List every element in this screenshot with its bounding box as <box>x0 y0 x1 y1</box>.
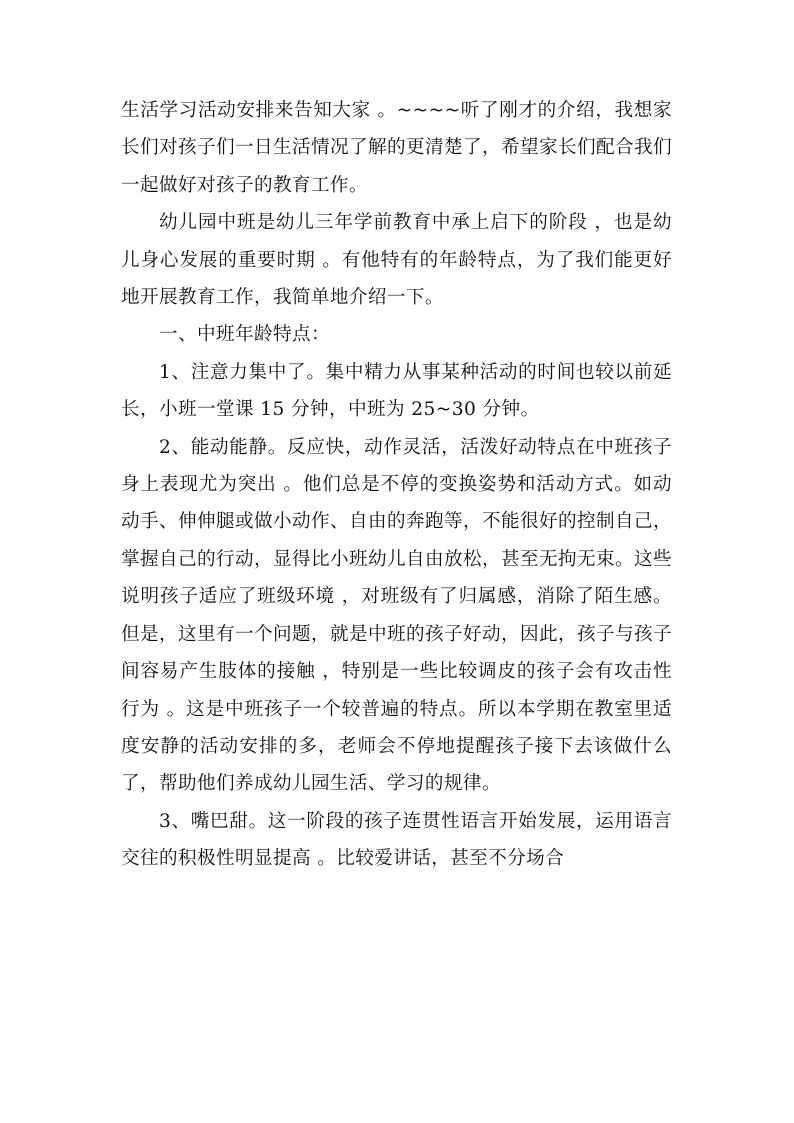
section-heading: 一、中班年龄特点： <box>159 324 330 346</box>
paragraph-point-2: 2、能动能静。反应快，动作灵活，活泼好动特点在中班孩子身上表现尤为突出 。他们总是不停的变换姿势和活动方式。如动动手、伸伸腿或做小动作、自由的奔跑等，不能很好的控制自己，掌握自己的行动，显得比小班幼儿自由放松，甚至无拘无束。这些说明孩子适应了班级环境 ，对班级有了归属感，消除了陌生感。但是，这里有一个问题，就是中班的孩子好动，因此，孩子与孩子间容易产生肢体的接触 ，特别是一些比较调皮的孩子会有攻击性行为 。这是中班孩子一个较普遍的特点。所以本学期在教室里适度安静的活动安排的多，老师会不停地提醒孩子接下去该做什么了，帮助他们养成幼儿园生活、学习的规律。 <box>121 436 672 795</box>
paragraph-point-1: 1、注意力集中了。集中精力从事某种活动的时间也较以前延长，小班一堂课 15 分钟，中班为 25~30 分钟。 <box>121 361 672 421</box>
paragraph-continuation: 生活学习活动安排来告知大家 。~~~~听了刚才的介绍，我想家长们对孩子们一日生活情况了解的更清楚了，希望家长们配合我们一起做好对孩子的教育工作。 <box>121 100 672 196</box>
paragraph-intro: 幼儿园中班是幼儿三年学前教育中承上启下的阶段 ，也是幼儿身心发展的重要时期 。有他特有的年龄特点，为了我们能更好地开展教育工作，我简单地介绍一下。 <box>121 212 672 309</box>
document-body <box>121 92 672 878</box>
paragraph-point-3: 3、嘴巴甜。这一阶段的孩子连贯性语言开始发展，运用语言交往的积极性明显提高 。比较爱讲话，甚至不分场合 <box>121 810 672 870</box>
